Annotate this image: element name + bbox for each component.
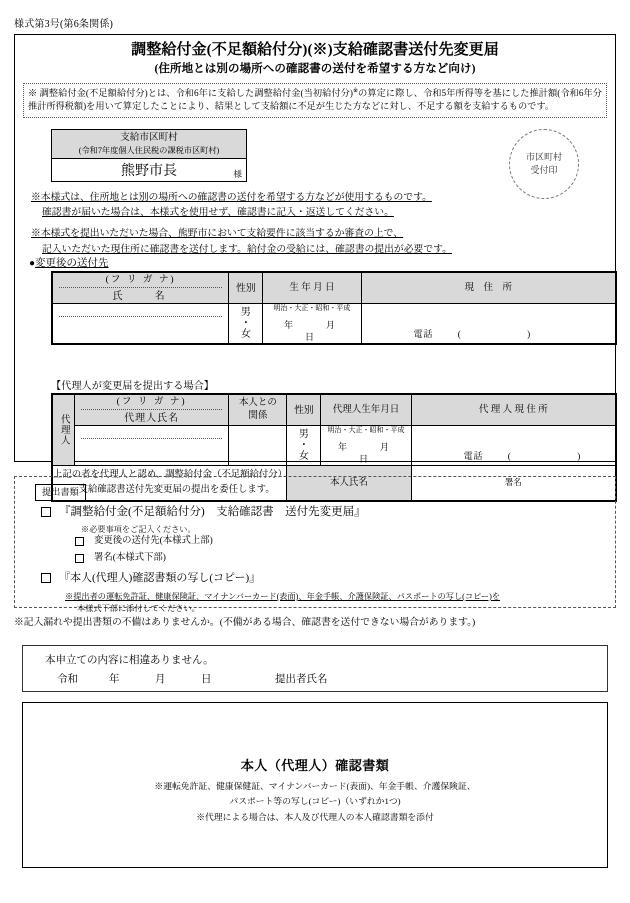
- municipality-box: [51, 129, 247, 182]
- intro-note-superscript: ※: [352, 87, 359, 94]
- recipient-section-heading-label: 変更後の送付先: [35, 258, 109, 269]
- completeness-warning: ※記入漏れや提出書類の不備はありませんか。(不備がある場合、確認書を送付できない場合があります。): [14, 617, 476, 628]
- submission-checkbox-row-2[interactable]: [41, 571, 260, 586]
- page-subtitle: (住所地とは別の場所への確認書の送付を希望する方など向け): [154, 63, 476, 76]
- proxy-gender-separator-dot: ・: [298, 440, 309, 452]
- proxy-header-cell-address: 代 理 人 現 住 所: [411, 395, 615, 426]
- attachment-instruction-line2: パスポート等の写し(コピー)（いずれか1つ): [229, 796, 401, 807]
- proxy-birthdate-era-options[interactable]: 明治・大正・昭和・平成: [327, 426, 405, 435]
- table-header-row: [53, 273, 616, 304]
- header-furigana: (フ リ ガ ナ): [105, 274, 176, 285]
- checkbox-icon-new-address[interactable]: [75, 537, 84, 546]
- submission-item-2-label: 『本人(代理人)確認書類の写し(コピー)』: [59, 572, 261, 584]
- proxy-header-furigana: (フ リ ガ ナ): [116, 396, 187, 407]
- table-input-row: [53, 304, 616, 344]
- gender-separator-dot: ・: [240, 318, 251, 330]
- intro-note-text: ※ 調整給付金(不足額給付分)とは、令和6年に支給した調整給付金(当初給付分): [28, 87, 353, 98]
- proxy-telephone-parens: ( ): [507, 450, 597, 461]
- input-cell-birthdate[interactable]: [263, 304, 368, 344]
- proxy-header-name: 代理人氏名: [124, 412, 180, 424]
- instruction-notes: [31, 190, 507, 257]
- telephone-parens: ( ): [457, 328, 547, 339]
- header-cell-gender: 性別: [229, 273, 263, 304]
- municipality-header: [52, 130, 246, 159]
- municipality-receipt-stamp-area: [509, 129, 579, 199]
- checkbox-icon-change-form[interactable]: [41, 507, 51, 517]
- header-name: 氏 名: [112, 290, 169, 302]
- proxy-input-cell-relation[interactable]: [229, 426, 287, 466]
- stamp-label-line1: 市区町村: [525, 151, 562, 162]
- attachment-area-instructions: [23, 779, 607, 825]
- instruction-note-2-line1: ※本様式を提出いただいた場合、熊野市において支給要件に該当するか審査の上で、: [31, 228, 404, 240]
- header-cell-furigana-name: [53, 273, 229, 304]
- telephone-label: 電話: [413, 328, 433, 339]
- telephone-field[interactable]: [414, 328, 547, 340]
- proxy-birthdate-ymd-labels: 年 月 日: [338, 441, 423, 465]
- proxy-telephone-field[interactable]: [464, 450, 597, 462]
- bullet-icon: ●: [29, 258, 36, 269]
- furigana-entry-divider: [59, 316, 222, 317]
- input-cell-name[interactable]: [53, 304, 229, 344]
- submission-subcheckbox-row-1[interactable]: [75, 535, 213, 548]
- declaration-year-label: 年: [109, 674, 120, 685]
- attachment-area-title: 本人（代理人）確認書類: [240, 758, 390, 773]
- principal-name-label-cell: 本人氏名: [287, 466, 411, 501]
- proxy-input-cell-address[interactable]: [411, 426, 615, 466]
- delegation-statement-line2: 支給確認書送付先変更届の提出を委任します。: [78, 485, 275, 496]
- proxy-header-cell-furigana-name: [75, 395, 229, 426]
- municipality-header-line1: 支給市区町村: [120, 132, 178, 143]
- checkbox-icon-signature[interactable]: [75, 554, 84, 563]
- header-cell-birthdate: 生 年 月 日: [263, 273, 361, 304]
- proxy-input-cell-gender[interactable]: [287, 426, 321, 466]
- proxy-header-relation-line2: 関係: [248, 411, 268, 422]
- submission-documents-tag: 提出書類: [35, 484, 86, 501]
- proxy-vertical-label-wrap: [53, 414, 74, 446]
- submission-item-1-label: 『調整給付金(不足額給付分) 支給確認書 送付先変更届』: [59, 506, 366, 518]
- proxy-vertical-label-cell: [53, 395, 75, 466]
- proxy-input-row: [53, 426, 616, 466]
- proxy-furigana-entry-divider: [81, 438, 222, 439]
- proxy-vertical-label: 代理人: [58, 414, 69, 446]
- submission-subcheckbox-row-2[interactable]: [75, 552, 166, 565]
- proxy-header-row: [53, 395, 616, 426]
- declaration-day-label: 日: [201, 674, 212, 685]
- submission-documents-box: [14, 476, 616, 614]
- proxy-input-cell-birthdate[interactable]: [321, 426, 423, 466]
- proxy-header-cell-gender: 性別: [287, 395, 321, 426]
- submission-item-1-sub-2-label: 署名(本様式下部): [94, 553, 166, 563]
- delegation-statement-line1: 上記の者を代理人と認め、調整給付金（不足額給付分）: [53, 470, 288, 481]
- attachment-instruction-line3: ※代理による場合は、本人及び代理人の本人確認書類を添付: [196, 811, 434, 822]
- input-cell-address[interactable]: [361, 304, 615, 344]
- declaration-date-row[interactable]: [57, 673, 328, 687]
- input-cell-gender[interactable]: [229, 304, 263, 344]
- instruction-note-1: [31, 190, 507, 220]
- submission-item-2-note-line2: 本様式下部に添付してください。: [77, 604, 200, 614]
- intro-note-text-rest: の算定に際し、令和5年所得等を基にした推計額(令和6年分推計所得税額)を用いて算定したことにより、結果として支給額に不足が生じた方などに対し、不足する額を支給するものです。: [28, 87, 602, 112]
- signature-label: 署名: [504, 477, 522, 488]
- stamp-label-line2: 受付印: [530, 165, 558, 175]
- instruction-note-1-line1: ※本様式は、住所地とは別の場所への確認書の送付を希望する方などが使用するものです。: [31, 192, 432, 203]
- proxy-telephone-label: 電話: [463, 450, 483, 461]
- declaration-era-label: 令和: [57, 674, 78, 685]
- instruction-note-2: [31, 226, 507, 256]
- submission-item-1-note: ※必要事項をご記入ください。: [81, 525, 196, 534]
- proxy-header-cell-relation: [229, 395, 287, 426]
- birthdate-ymd-labels: 年 月 日: [283, 319, 368, 343]
- declaration-statement: 本申立ての内容に相違ありません。: [45, 655, 214, 666]
- municipality-value-row: [52, 159, 246, 181]
- recipient-section-heading: [29, 257, 109, 271]
- declaration-month-label: 月: [155, 674, 166, 685]
- proxy-header-cell-birthdate: 代理人生年月日: [321, 395, 411, 426]
- submission-item-2-note: [65, 591, 500, 616]
- attachment-instruction-line1: ※運転免許証、健康保健証、マイナンバーカード(表面)、年金手帳、介護保険証、: [154, 781, 476, 791]
- recipient-table-wrapper: [51, 271, 617, 345]
- instruction-note-1-line2: 確認書が届いた場合は、本様式を使用せず、確認書に記入・返送してください。: [42, 207, 394, 219]
- checkbox-icon-identity-copy[interactable]: [41, 573, 51, 583]
- recipient-table: [52, 272, 616, 344]
- submission-item-1-sub-1-label: 変更後の送付先(本様式上部): [94, 536, 213, 546]
- submission-item-2-note-line1: ※提出者の運転免許証、健康保険証、マイナンバーカード(表面)、年金手帳、介護保険証、パスポートの写し(コピー)を: [65, 592, 501, 601]
- declaration-box: [22, 645, 608, 692]
- form-identifier: 様式第3号(第6条関係): [14, 19, 114, 30]
- proxy-input-cell-name[interactable]: [75, 426, 229, 466]
- proxy-header-relation-line1: 本人との: [238, 398, 277, 409]
- municipality-value: 熊野市長: [121, 164, 177, 179]
- gender-option-female[interactable]: 女: [240, 329, 251, 341]
- page-title: 調整給付金(不足額給付分)(※)支給確認書送付先変更届: [131, 42, 499, 58]
- intro-note: [23, 83, 607, 118]
- gender-option-male[interactable]: 男: [240, 307, 251, 319]
- proxy-gender-option-male[interactable]: 男: [298, 429, 309, 441]
- submission-checkbox-row-1[interactable]: [41, 505, 366, 521]
- proxy-gender-option-female[interactable]: 女: [298, 451, 309, 463]
- instruction-note-2-line2: 記入いただいた現住所に確認書を送付します。給付金の受給には、確認書の提出が必要です。: [42, 243, 452, 255]
- proxy-section-heading: 【代理人が変更届を提出する場合】: [51, 381, 214, 392]
- birthdate-era-options[interactable]: 明治・大正・昭和・平成: [273, 304, 351, 313]
- declaration-submitter-label: 提出者氏名: [275, 674, 328, 685]
- identity-document-attachment-area[interactable]: [22, 702, 608, 868]
- header-cell-address: 現 住 所: [361, 273, 615, 304]
- municipality-honorific: 様: [233, 168, 242, 179]
- municipality-header-line2: (令和7年度個人住民税の課税市区町村): [78, 145, 220, 155]
